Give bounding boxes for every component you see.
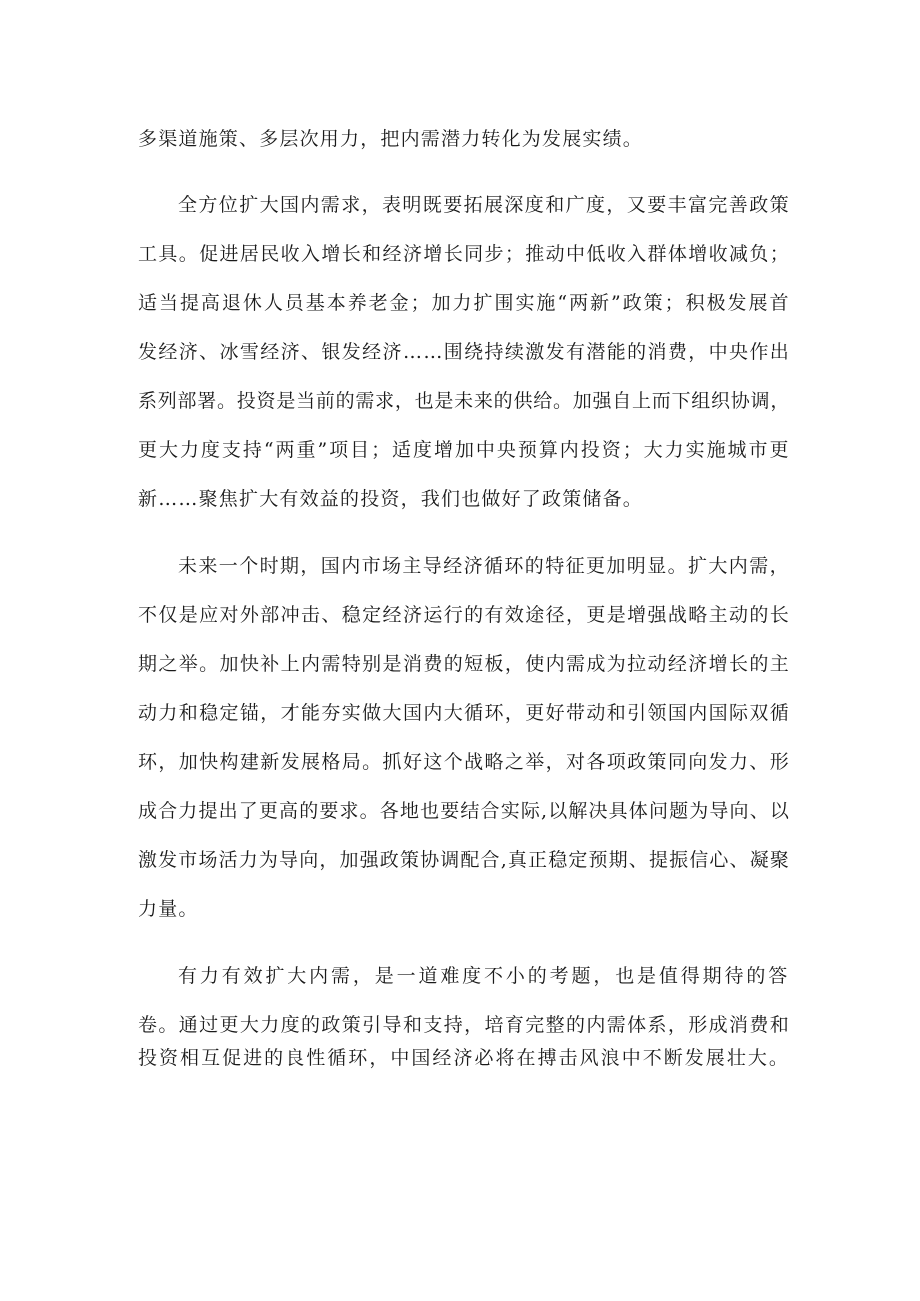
paragraph-4-line-2: 卷。通过更大力度的政策引导和支持，培育完整的内需体系，形成消费和 [138,1014,791,1036]
paragraph-3-line-4: 动力和稳定锚，才能夯实做大国内大循环，更好带动和引领国内国际双循 [138,702,791,724]
paragraph-4-line-3: 投资相互促进的良性循环，中国经济必将在搏击风浪中不断发展壮大。 [138,1047,790,1069]
paragraph-2-line-7: 新……聚焦扩大有效益的投资，我们也做好了政策储备。 [138,488,644,510]
paragraph-3-line-3: 期之举。加快补上内需特别是消费的短板，使内需成为拉动经济增长的主 [138,653,791,675]
paragraph-3-line-8: 力量。 [138,898,199,920]
paragraph-1-line-1: 多渠道施策、多层次用力，把内需潜力转化为发展实绩。 [138,128,644,150]
paragraph-2-line-2: 工具。促进居民收入增长和经济增长同步；推动中低收入群体增收减负； [138,243,791,265]
paragraph-3-line-6: 成合力提出了更高的要求。各地也要结合实际,以解决具体问题为导向、以 [138,800,790,822]
paragraph-2-line-5: 系列部署。投资是当前的需求，也是未来的供给。加强自上而下组织协调， [138,390,791,412]
paragraph-3-line-7: 激发市场活力为导向，加强政策协调配合,真正稳定预期、提振信心、凝聚 [138,849,790,871]
paragraph-3-line-5: 环，加快构建新发展格局。抓好这个战略之举，对各项政策同向发力、形 [138,751,791,773]
paragraph-2-line-3: 适当提高退休人员基本养老金；加力扩围实施“两新”政策；积极发展首 [138,292,791,314]
paragraph-2-line-4: 发经济、冰雪经济、银发经济……围绕持续激发有潜能的消费，中央作出 [138,341,791,363]
paragraph-2-line-6: 更大力度支持“两重”项目；适度增加中央预算内投资；大力实施城市更 [138,439,791,461]
paragraph-4-line-1: 有力有效扩大内需，是一道难度不小的考题，也是值得期待的答 [178,965,791,987]
paragraph-3-line-2: 不仅是应对外部冲击、稳定经济运行的有效途径，更是增强战略主动的长 [138,604,791,626]
paragraph-3-line-1: 未来一个时期，国内市场主导经济循环的特征更加明显。扩大内需， [178,555,791,577]
paragraph-2-line-1: 全方位扩大国内需求，表明既要拓展深度和广度，又要丰富完善政策 [178,194,791,216]
